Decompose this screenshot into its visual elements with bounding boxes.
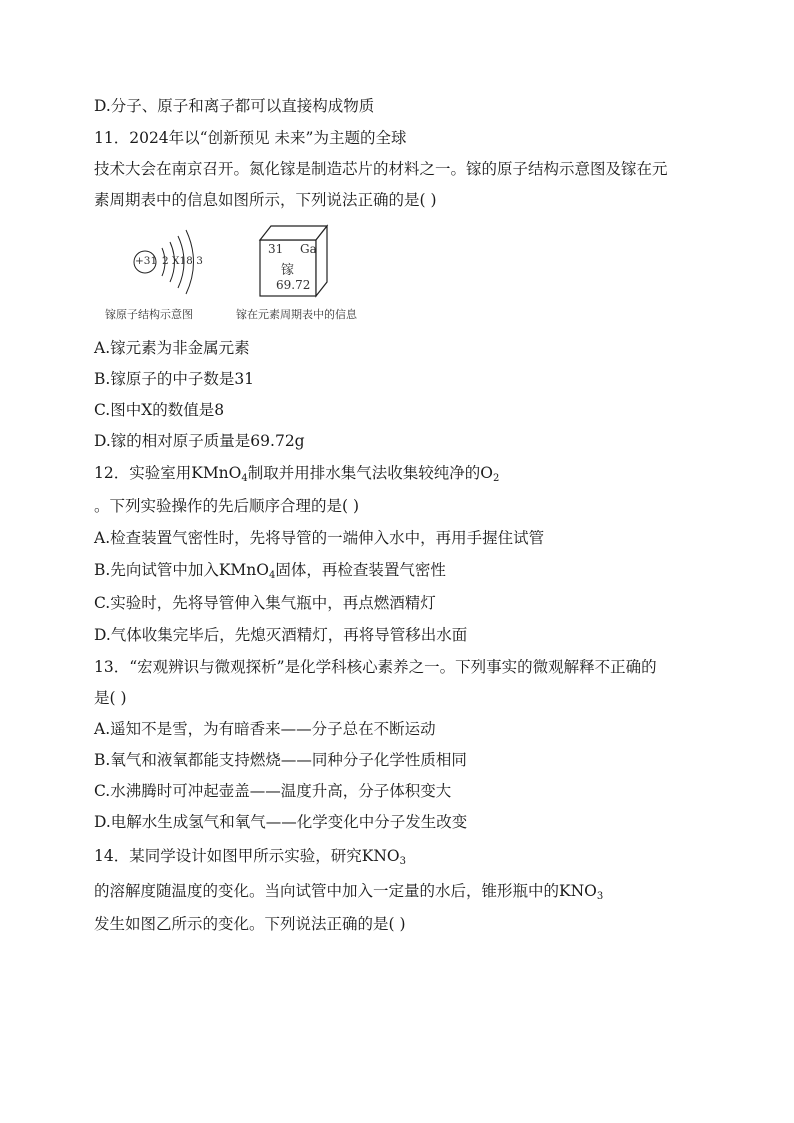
- q11-figure: [100, 218, 400, 328]
- q14-stem-line-2: 的溶解度随温度的变化。当向试管中加入一定量的水后，锥形瓶中的$KNO_3$: [94, 882, 604, 902]
- q11-stem-line-2: 技术大会在南京召开。氮化镓是制造芯片的材料之一。镓的原子结构示意图及镓在元: [94, 160, 668, 178]
- q12-stem-text-b: 制取并用排水集气法收集较纯净的: [247, 464, 481, 482]
- cell-atomic-mass: 69.72: [276, 278, 311, 292]
- formula-o2: $O_2$: [480, 464, 500, 484]
- q12-stem-line-1: [94, 463, 499, 489]
- q13-option-d: D.电解水生成氢气和氧气——化学变化中分子发生改变: [94, 813, 468, 831]
- q12-option-b: B.先向试管中加入KMnO$_4$固体，再检查装置气密性: [94, 561, 446, 581]
- q13-option-c: C.水沸腾时可冲起壶盖——温度升高，分子体积变大: [94, 782, 452, 800]
- q11-option-c: C.图中X的数值是8: [94, 401, 225, 419]
- q12-option-c: C.实验时，先将导管伸入集气瓶中，再点燃酒精灯: [94, 594, 436, 612]
- formula-kmno4: KMnO$_4$: [218, 561, 276, 581]
- atom-diagram-caption: 镓原子结构示意图: [105, 308, 193, 321]
- q12-option-a: A.检查装置气密性时，先将导管的一端伸入水中，再用手握住试管: [94, 529, 545, 547]
- q12-option-d: D.气体收集完毕后，先熄灭酒精灯，再将导管移出水面: [94, 626, 468, 644]
- atom-electron-shells: 2 X18 3: [162, 255, 203, 267]
- q12-stem-line-2: 。下列实验操作的先后顺序合理的是( ): [94, 497, 360, 515]
- formula-kno3: $KNO_3$: [361, 847, 406, 867]
- cell-element-symbol: Ga: [300, 242, 317, 256]
- q11-option-a: A.镓元素为非金属元素: [94, 339, 250, 357]
- q13-stem-line-1: 13．“宏观辨识与微观探析”是化学科核心素养之一。下列事实的微观解释不正确的: [94, 658, 657, 676]
- q14-stem-line-3: 发生如图乙所示的变化。下列说法正确的是( ): [94, 915, 406, 933]
- formula-kno3: $KNO_3$: [559, 882, 604, 902]
- atom-nucleus-charge: +31: [135, 255, 158, 267]
- q13-option-a: A.遥知不是雪，为有暗香来——分子总在不断运动: [94, 720, 436, 738]
- q11-stem-line-1: 11．2024年以“创新预见 未来”为主题的全球: [94, 129, 407, 147]
- q11-stem-line-3: 素周期表中的信息如图所示，下列说法正确的是( ): [94, 191, 437, 209]
- q11-option-d: D.镓的相对原子质量是69.72g: [94, 432, 305, 450]
- cell-element-name: 镓: [281, 263, 295, 278]
- q10-option-d: D.分子、原子和离子都可以直接构成物质: [94, 97, 375, 115]
- q12-stem-text-a: 12．实验室用: [94, 464, 192, 482]
- cell-caption: 镓在元素周期表中的信息: [236, 308, 357, 321]
- q14-stem-line-1: 14．某同学设计如图甲所示实验，研究$KNO_3$: [94, 847, 406, 867]
- q11-option-b: B.镓原子的中子数是31: [94, 370, 255, 388]
- cell-atomic-number: 31: [268, 242, 284, 256]
- formula-kmno4: KMnO$_4$: [191, 464, 248, 484]
- q13-option-b: B.氧气和液氧都能支持燃烧——同种分子化学性质相同: [94, 751, 467, 769]
- q13-stem-line-2: 是( ): [94, 689, 127, 707]
